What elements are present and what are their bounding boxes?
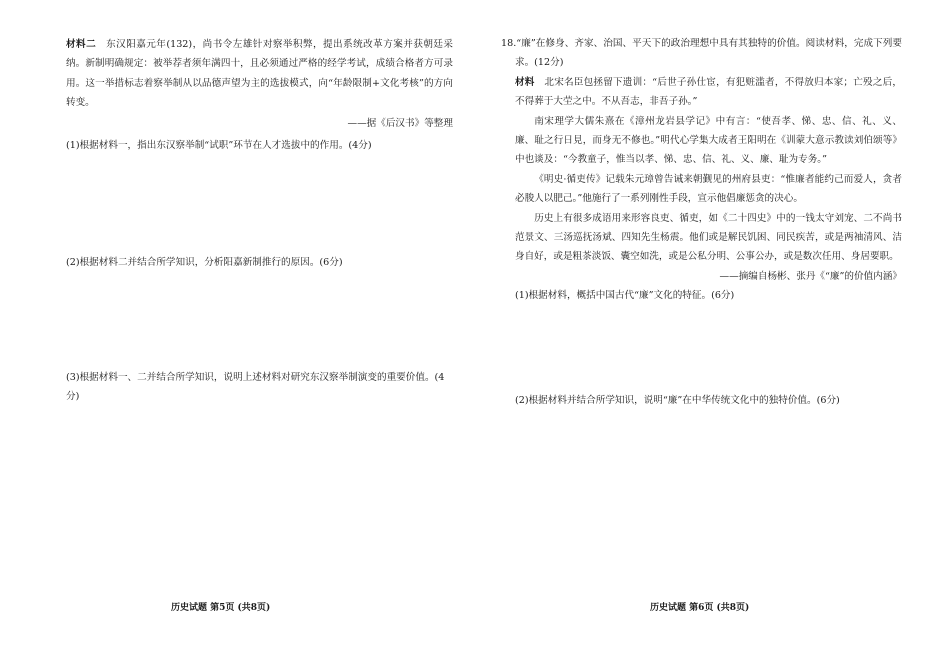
question-3: (3)根据材料一、二并结合所学知识，说明上述材料对研究东汉察举制演变的重要价值。(4分) xyxy=(66,371,445,402)
material-two-source: ——据《后汉书》等整理 xyxy=(347,117,453,129)
right-page-footer: 历史试题 第6页 (共8页) xyxy=(650,603,750,613)
question-18-title: 18.“廉”在修身、齐家、治国、平天下的政治理想中具有其独特的价值。阅读材料，完成下列要求。(12分) xyxy=(501,38,902,69)
right-page xyxy=(475,0,950,672)
material-text-1: 北宋名臣包拯留下遗训：“后世子孙仕宦，有犯赃滥者，不得放归本家；亡殁之后，不得葬于大茔之中。不从吾志，非吾子孙。” xyxy=(515,76,903,108)
material-paragraph-4: 历史上有很多成语用来形容良吏、循吏，如《二十四史》中的一钱太守刘宠、二不尚书范景文、三汤巡抚汤斌、四知先生杨震。他们或是解民饥困、同民疾苦，或是两袖清风、洁身自好，或是粗茶淡饭、囊空如洗，或是公私分明、公事公办，或是数次任用、身居要职。 xyxy=(515,212,902,263)
material-paragraph-2: 南宋理学大儒朱熹在《漳州龙岩县学记》中有言：“使吾孝、悌、忠、信、礼、义、廉、耻之行日見，而身无不修也。”明代心学集大成者王阳明在《训蒙大意示教读刘伯颂等》中也谈及：“今教童子，惟当以孝、悌、忠、信、礼、义、廉、耻为专务。” xyxy=(515,115,902,166)
question-18-1: (1)根据材料，概括中国古代“廉”文化的特征。(6分) xyxy=(515,289,735,301)
left-page-footer: 历史试题 第5页 (共8页) xyxy=(171,603,271,613)
material-source: ——摘编自杨彬、张丹《“廉”的价值内涵》 xyxy=(719,270,902,282)
material-paragraph-3: 《明史·循吏传》记载朱元璋曾告诫来朝觐见的州府县吏：“惟廉者能约己而爱人，贪者必朘人以肥己。”他施行了一系列刚性手段，宣示他倡廉惩贪的决心。 xyxy=(515,173,902,205)
material-two-paragraph xyxy=(66,35,453,113)
question-1: (1)根据材料一，指出东汉察举制“试职”环节在人才选拔中的作用。(4分) xyxy=(66,139,372,151)
question-18-2: (2)根据材料并结合所学知识，说明“廉”在中华传统文化中的独特价值。(6分) xyxy=(515,394,840,406)
material-two-text: 东汉阳嘉元年(132)，尚书令左雄针对察举积弊，提出系统改革方案并获朝廷采纳。新制明确规定：被举荐者须年满四十，且必须通过严格的经学考试，成绩合格者方可录用。这一举措标志着察举制从以品德声望为主的选拔模式，向“年龄限制+文化考核”的方向转变。 xyxy=(66,39,454,109)
material-two-label: 材料二 xyxy=(66,39,97,50)
material-label: 材料 xyxy=(515,76,535,88)
question-2: (2)根据材料二并结合所学知识，分析阳嘉新制推行的原因。(6分) xyxy=(66,256,343,268)
material-paragraph-1 xyxy=(501,73,902,112)
